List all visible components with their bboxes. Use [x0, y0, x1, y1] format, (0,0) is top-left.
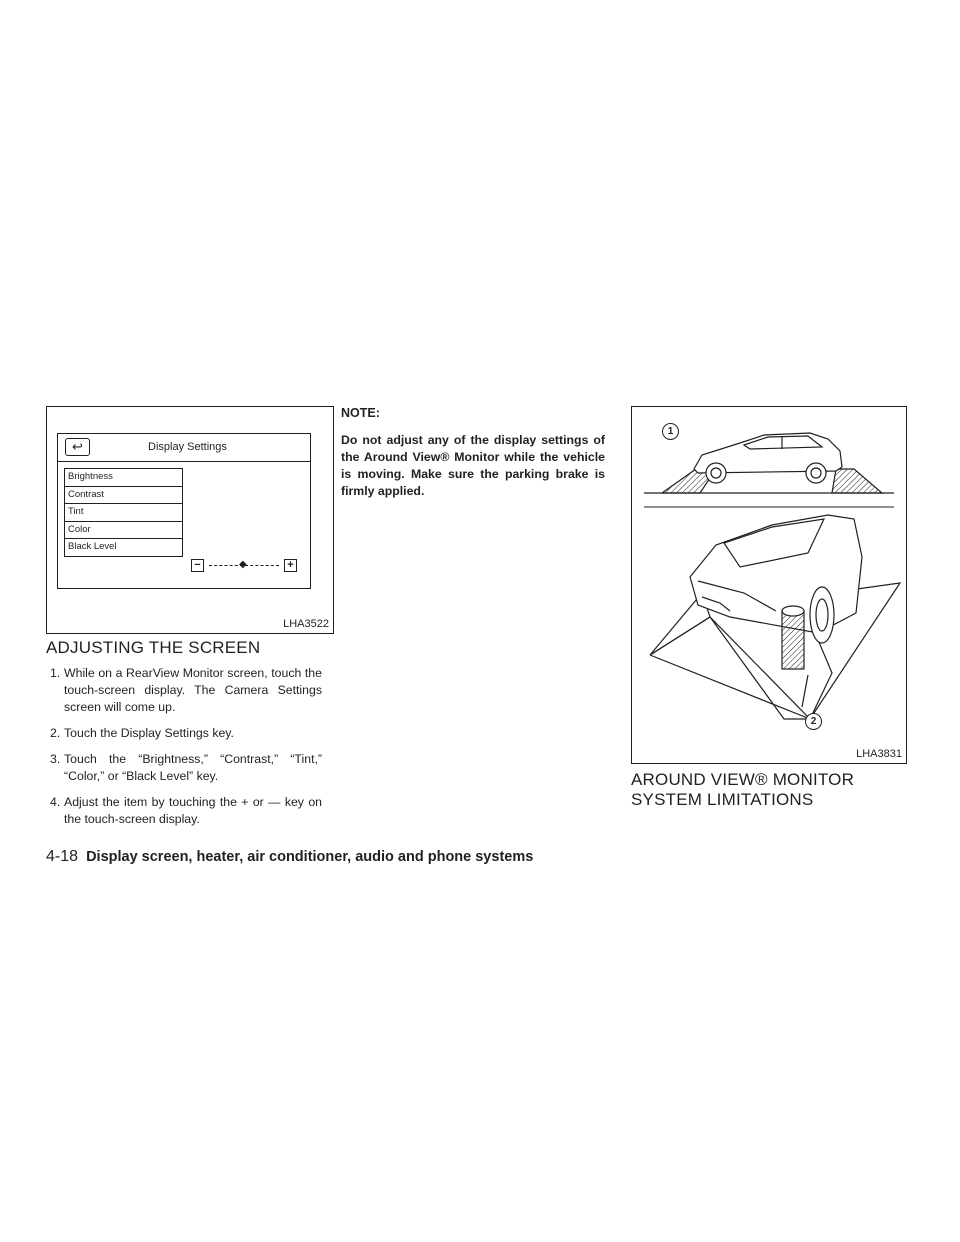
display-settings-figure — [46, 406, 334, 634]
slider-knob-icon[interactable]: ◆ — [239, 559, 247, 570]
display-settings-screen — [57, 433, 311, 589]
vehicle-illustration — [632, 407, 906, 763]
menu-item-black-level[interactable]: Black Level — [65, 538, 182, 556]
back-arrow-icon[interactable]: ↩ — [65, 438, 90, 456]
figure-code: LHA3831 — [856, 748, 902, 760]
note-body: Do not adjust any of the display settings of the Around View® Monitor while the vehicle is moving. Make sure the parking brake is firmly applied. — [341, 433, 605, 498]
section-heading-around-view — [631, 770, 854, 810]
step-text: Touch the Display Settings key. — [64, 726, 234, 740]
menu-item-tint[interactable]: Tint — [65, 503, 182, 521]
heading-line-2: SYSTEM LIMITATIONS — [631, 790, 814, 809]
around-view-figure — [631, 406, 907, 764]
callout-2: 2 — [805, 713, 822, 730]
menu-item-brightness[interactable]: Brightness — [68, 471, 113, 482]
footer-section-title: Display screen, heater, air conditioner, audio and phone systems — [86, 849, 534, 865]
section-heading-adjusting: ADJUSTING THE SCREEN — [46, 638, 261, 657]
list-item — [46, 725, 322, 742]
heading-line-1: AROUND VIEW® MONITOR — [631, 770, 855, 789]
steps-list — [46, 665, 322, 837]
menu-item-contrast[interactable]: Contrast — [65, 486, 182, 504]
page-number: 4-18 — [46, 848, 79, 865]
list-item — [46, 665, 322, 716]
plus-button[interactable]: + — [284, 559, 297, 572]
step-number: 1. — [50, 666, 61, 680]
figure-code: LHA3522 — [283, 618, 329, 630]
step-text: While on a RearView Monitor screen, touch the touch-screen display. The Camera Settings screen will come up. — [64, 666, 322, 714]
step-number: 2. — [50, 726, 61, 740]
page-footer — [46, 848, 533, 866]
step-text: Touch the “Brightness,” “Contrast,” “Tint,” “Color,” or “Black Level” key. — [64, 752, 322, 783]
screen-title: Display Settings — [148, 441, 227, 453]
list-item — [46, 794, 322, 828]
settings-list — [64, 468, 183, 557]
menu-item-color[interactable]: Color — [65, 521, 182, 539]
list-item — [46, 751, 322, 785]
step-number: 4. — [50, 795, 61, 809]
step-text: Adjust the item by touching the + or — key on the touch-screen display. — [64, 795, 322, 826]
callout-1: 1 — [662, 423, 679, 440]
note-title: NOTE: — [341, 406, 380, 420]
screen-header — [58, 434, 310, 462]
minus-button[interactable]: − — [191, 559, 204, 572]
adjust-slider[interactable] — [191, 558, 297, 574]
step-number: 3. — [50, 752, 61, 766]
